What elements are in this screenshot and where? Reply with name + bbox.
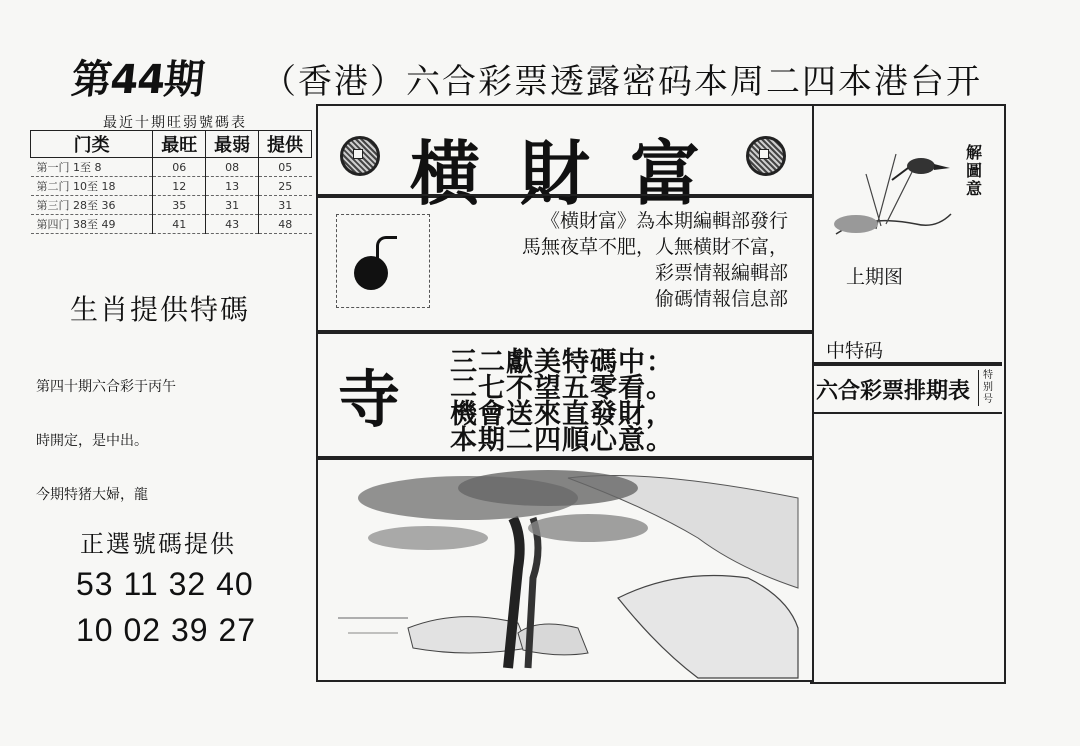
table-cell: 05 — [259, 158, 312, 177]
stats-table — [30, 130, 312, 234]
table-cell: 第二门 10至 18 — [31, 177, 153, 196]
poem-line: 二七不望五零看。 — [450, 373, 674, 404]
stats-table-title: 最近十期旺弱號碼表 — [103, 115, 247, 131]
poem-line: 三二獻美特碼中： — [450, 347, 674, 378]
banner-title: 横財富 — [410, 132, 740, 215]
col-header: 门类 — [31, 131, 153, 158]
zodiac-line: 時開定，是中出。 — [36, 433, 148, 449]
intro-line: 偷碼情報信息部 — [654, 288, 788, 310]
pine-tree-illustration — [318, 458, 812, 680]
zodiac-title: 生肖提供特碼 — [70, 293, 251, 326]
headline: （香港）六合彩票透露密码本周二四本港台开 — [262, 62, 982, 102]
special-code-label: 中特码 — [826, 340, 884, 362]
col-header: 最旺 — [153, 131, 206, 158]
table-cell: 35 — [153, 196, 206, 215]
previous-picture-label: 上期图 — [846, 266, 904, 288]
table-cell: 25 — [259, 177, 312, 196]
bird-illustration — [826, 134, 956, 244]
zodiac-line: 今期特猪大婦，龍 — [36, 487, 148, 503]
table-cell: 48 — [259, 215, 312, 234]
table-cell: 第四门 38至 49 — [31, 215, 153, 234]
poem-line: 本期二四順心意。 — [450, 425, 674, 456]
riddle-character: 寺 — [338, 363, 401, 436]
table-cell: 41 — [153, 215, 206, 234]
table-cell: 31 — [259, 196, 312, 215]
intro-line: 彩票情報編輯部 — [654, 262, 788, 284]
table-cell: 13 — [206, 177, 259, 196]
table-row — [31, 158, 312, 177]
picks-row-1: 53 11 32 40 — [76, 566, 254, 602]
table-cell: 第一门 1至 8 — [31, 158, 153, 177]
table-row — [31, 196, 312, 215]
coin-icon — [746, 136, 786, 176]
table-cell: 06 — [153, 158, 206, 177]
intro-line: 馬無夜草不肥，人無横財不富， — [521, 236, 788, 258]
issue-number: 第44期 — [69, 57, 206, 103]
landscape-illustration — [316, 456, 814, 682]
table-cell: 31 — [206, 196, 259, 215]
col-header: 提供 — [259, 131, 312, 158]
bomb-icon — [354, 256, 388, 290]
schedule-title: 六合彩票排期表 — [816, 378, 971, 404]
table-row — [31, 215, 312, 234]
schedule-tag: 特别号 — [978, 370, 999, 406]
table-cell: 08 — [206, 158, 259, 177]
table-cell: 43 — [206, 215, 259, 234]
picks-row-2: 10 02 39 27 — [76, 612, 257, 648]
coin-icon — [340, 136, 380, 176]
picks-title: 正選號碼提供 — [80, 530, 236, 558]
jie-label: 解圖意 — [966, 143, 983, 198]
zodiac-line: 第四十期六合彩于丙午 — [36, 379, 176, 395]
table-cell: 第三门 28至 36 — [31, 196, 153, 215]
intro-line: 《横財富》為本期編輯部發行 — [540, 210, 788, 232]
col-header: 最弱 — [206, 131, 259, 158]
table-row — [31, 177, 312, 196]
zodiac-text — [36, 342, 176, 522]
poem-line: 機會送來直發財， — [450, 399, 674, 430]
table-cell: 12 — [153, 177, 206, 196]
